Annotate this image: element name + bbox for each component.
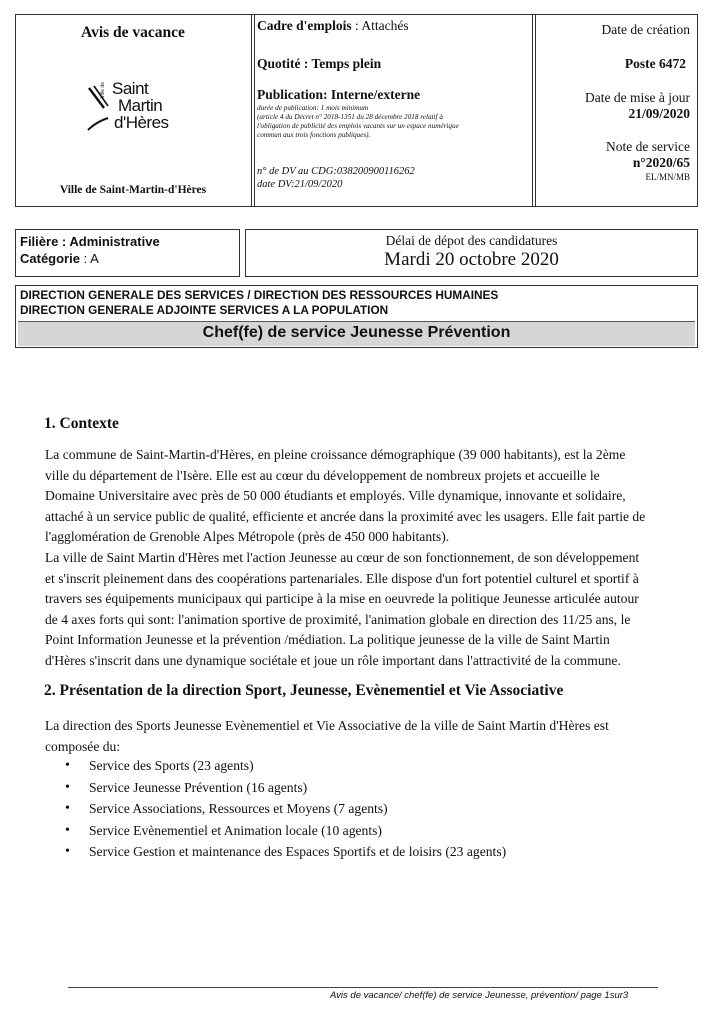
initials: EL/MN/MB (645, 172, 690, 182)
categorie (20, 251, 99, 266)
text-line: La direction des Sports Jeunesse Evènementiel et Vie Associative de la ville de Saint Martin d'Hères est (45, 718, 609, 733)
footer-rule (68, 987, 658, 988)
categorie-value: : A (83, 251, 99, 266)
quotite: Quotité : Temps plein (257, 56, 382, 71)
footer-text: Avis de vacance/ chef(fe) de service Jeunesse, prévention/ page 1sur3 (330, 990, 629, 1001)
delai-label: Délai de dépot des candidatures (385, 233, 558, 248)
publication-note-line: durée de publication: 1 mois minimum (257, 104, 369, 112)
text-line: La ville de Saint Martin d'Hères met l'action Jeunesse au cœur de son fonctionnement, de son développement (45, 550, 640, 565)
note-service: n°2020/65 (632, 155, 690, 170)
section-1-title: 1. Contexte (44, 415, 119, 432)
text-line: La commune de Saint-Martin-d'Hères, en pleine croissance démographique (39 000 habitants), est la 2ème (45, 447, 626, 462)
publication-note-line: (article 4 du Décret n° 2018-1351 du 28 décembre 2018 relatif à (257, 113, 443, 121)
section-2-title: 2. Présentation de la direction Sport, Jeunesse, Evènementiel et Vie Associative (44, 682, 564, 699)
text-line: Domaine Universitaire avec près de 50 000 étudiants et employés. Ville dynamique, innovante et solidaire, (45, 488, 626, 503)
text-line: travers ses équipements municipaux qui participe à la mise en oeuvrede la politique Jeunesse articulée autour (45, 591, 639, 606)
date-maj-label: Date de mise à jour (585, 90, 690, 105)
publication-note-line: commun aux trois fonctions publiques). (257, 131, 371, 139)
list-item: • Service Associations, Ressources et Moyens (7 agents) (65, 798, 685, 820)
text-line: de 4 axes forts qui sont: l'animation sportive de proximité, l'animation globale en direction des 11/25 ans, le (45, 611, 631, 627)
logo-prefix: Ville de (100, 82, 106, 99)
text-line: d'Hères s'inscrit dans une dynamique sociétale et joue un rôle important dans l'attractivité de la commune. (45, 652, 621, 668)
dv-number: n° de DV au CDG:038200900116262 (257, 166, 415, 177)
section-2-intro (45, 716, 691, 757)
notice-title: Avis de vacance (81, 24, 185, 41)
direction-line-2: DIRECTION GENERALE ADJOINTE SERVICES A LA POPULATION (20, 303, 389, 317)
list-item: • Service Gestion et maintenance des Espaces Sportifs et de loisirs (23 agents) (65, 841, 685, 863)
section-1-paragraph-1 (45, 445, 691, 548)
list-item: • Service des Sports (23 agents) (65, 755, 685, 777)
city-logo (86, 80, 176, 140)
header-divider-2 (254, 14, 255, 207)
list-item: • Service Evènementiel et Animation locale (10 agents) (65, 820, 685, 842)
date-creation-label: Date de création (601, 22, 690, 37)
header-divider-1 (251, 14, 252, 207)
cadre-label: Cadre d'emplois (257, 18, 352, 33)
job-title: Chef(fe) de service Jeunesse Prévention (202, 324, 511, 341)
services-list (65, 755, 685, 863)
list-item: • Service Jeunesse Prévention (16 agents) (65, 777, 685, 799)
text-line: attaché à un service public de qualité, efficiente et ancrée dans la proximité avec les usagers. Elle fait partie de (45, 508, 646, 524)
poste-number: Poste 6472 (624, 56, 686, 71)
filiere: Filière : Administrative (20, 234, 160, 249)
text-line: composée du: (45, 738, 121, 754)
section-1-paragraph-2 (45, 548, 691, 671)
logo-line-martin: Martin (118, 96, 163, 115)
text-line: l'agglomération de Grenoble Alpes Métropole (près de 450 000 habitants). (45, 529, 450, 544)
delai-date: Mardi 20 octobre 2020 (384, 249, 559, 270)
publication-title: Publication: Interne/externe (257, 87, 421, 102)
logo-line-saint: Saint (112, 79, 149, 98)
dv-date: date DV:21/09/2020 (257, 179, 343, 190)
direction-line-1: DIRECTION GENERALE DES SERVICES / DIRECTION DES RESSOURCES HUMAINES (20, 288, 499, 302)
publication-note (257, 104, 529, 140)
header-divider-3 (532, 14, 533, 207)
cadre-emplois (257, 18, 409, 34)
text-line: Point Information Jeunesse et la prévention /médiation. La politique jeunesse de la ville de Saint Martin (45, 632, 610, 647)
categorie-label: Catégorie (20, 251, 80, 266)
logo-line-heres: d'Hères (114, 113, 169, 132)
publication-note-line: l'obligation de publicité des emplois vacants sur un espace numérique (257, 122, 459, 130)
note-service-label: Note de service (606, 139, 690, 154)
cadre-value: : Attachés (355, 18, 409, 33)
text-line: ville du département de l'Isère. Elle est au cœur du développement de nombreux projets et accueille le (45, 467, 600, 483)
date-maj: 21/09/2020 (628, 106, 690, 121)
text-line: et s'inscrit pleinement dans des coopérations partenariales. Elle dispose d'un fort potentiel culturel et sportif à (45, 570, 639, 586)
city-name: Ville de Saint-Martin-d'Hères (59, 184, 207, 196)
